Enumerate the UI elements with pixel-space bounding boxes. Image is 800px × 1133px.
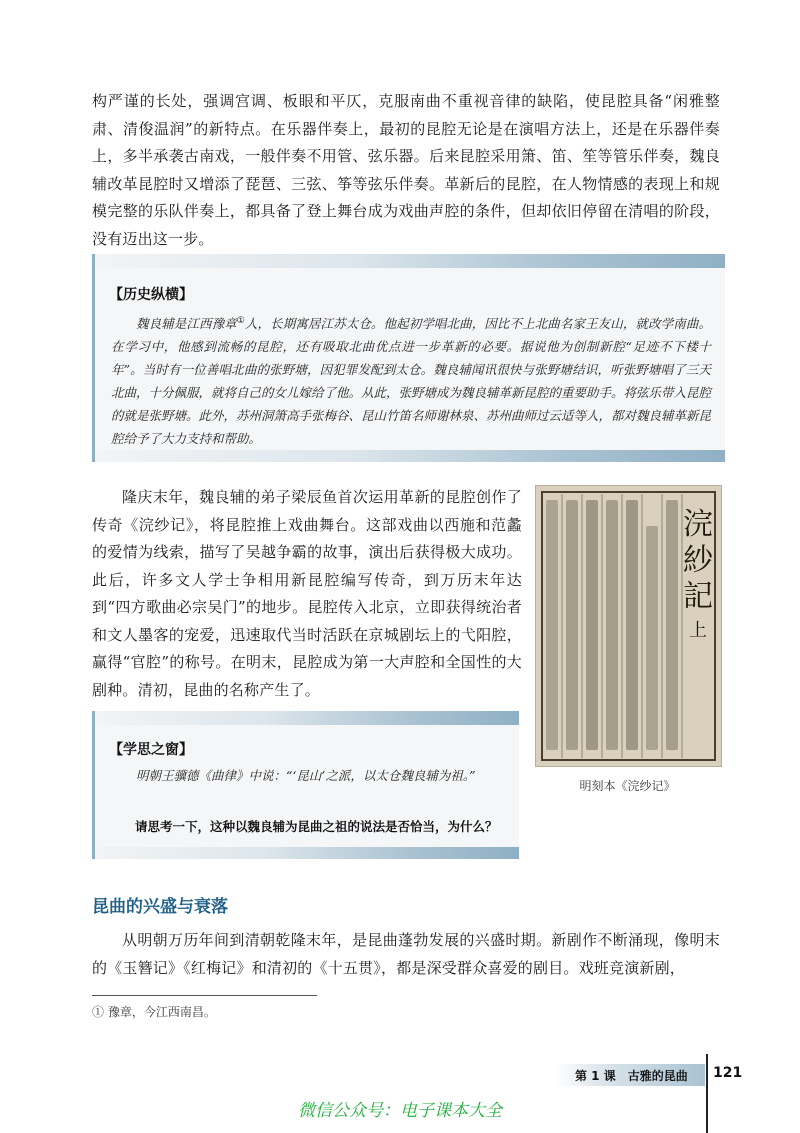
intro-paragraph: 构严谨的长处，强调宫调、板眼和平仄，克服南曲不重视音律的缺陷，使昆腔具备“闲雅整肃、清俊温润”的新特点。在乐器伴奏上，最初的昆腔无论是在演唱方法上，还是在乐器伴奏上，多半承袭古南戏，一般伴奏不用管、弦乐器。后来昆腔采用箫、笛、笙等管乐伴奏，魏良辅改革昆腔时又增添了琵琶、三弦、筝等弦乐伴奏。革新后的昆腔，在人物情感的表现上和规模完整的乐队伴奏上，都具备了登上舞台成为戏曲声腔的条件，但却依旧停留在清唱的阶段，没有迈出这一步。 (92, 92, 720, 248)
woodblock-print-image (535, 485, 722, 767)
section-paragraph: 从明朝万历年间到清朝乾隆末年，是昆曲蓬勃发展的兴盛时期。新剧作不断涌现，像明末的《玉簪记》《红梅记》和清初的《十五贯》，都是深受群众喜爱的剧目。戏班竞演新剧， (92, 931, 720, 977)
history-text-start: 魏良辅是江西豫章 (136, 316, 237, 332)
box-top-bar (95, 711, 519, 725)
box-bottom-bar (95, 450, 725, 462)
box-bottom-bar (95, 847, 519, 859)
page-number: 121 (713, 1065, 743, 1081)
book-title-char-1: 浣 (683, 507, 713, 542)
section-heading: 昆曲的兴盛与衰落 (92, 897, 228, 917)
footnote: ① 豫章，今江西南昌。 (92, 1005, 216, 1019)
think-box-question: 请思考一下，这种以魏良辅为昆曲之祖的说法是否恰当，为什么？ (135, 819, 498, 834)
footer-vertical-rule (706, 1054, 708, 1133)
woodblock-print-svg (536, 486, 721, 766)
history-box-title: 【历史纵横】 (109, 287, 193, 303)
footnote-marker[interactable]: ① (236, 316, 245, 326)
history-box-text (111, 310, 711, 450)
longqing-paragraph: 隆庆末年，魏良辅的弟子梁辰鱼首次运用革新的昆腔创作了传奇《浣纱记》，将昆腔推上戏曲舞台。这部戏曲以西施和范蠡的爱情为线索，描写了吴越争霸的故事，演出后获得极大成功。此后，许多文人学士争相用新昆腔编写传奇，到万历末年达到“四方歌曲必宗吴门”的地步。昆腔传入北京，立即获得统治者和文人墨客的宠爱，迅速取代当时活跃在京城剧坛上的弋阳腔，赢得“官腔”的称号。在明末，昆腔成为第一大声腔和全国性的大剧种。清初，昆曲的名称产生了。 (92, 488, 522, 699)
book-volume-mark: 上 (689, 620, 707, 641)
think-window-box (92, 711, 519, 859)
book-title-char-2: 紗 (683, 543, 713, 578)
history-text-rest: 人，长期寓居江苏太仓。他起初学唱北曲，因比不上北曲名家王友山，就改学南曲。在学习中，他感到流畅的昆腔，还有吸取北曲优点进一步革新的必要。据说他为创制新腔“足迹不下楼十年”。当时有一位善唱北曲的张野塘，因犯罪发配到太仓。魏良辅闻讯很快与张野塘结识，听张野塘唱了三天北曲，十分佩服，就将自己的女儿嫁给了他。从此，张野塘成为魏良辅革新昆腔的重要助手。将弦乐带入昆腔的就是张野塘。此外，苏州洞箫高手张梅谷、昆山竹笛名师谢林泉、苏州曲师过云适等人，都对魏良辅革新昆腔给予了大力支持和帮助。 (111, 316, 712, 447)
box-top-bar (95, 254, 725, 268)
history-sidebar-box (92, 254, 725, 462)
image-caption: 明刻本《浣纱记》 (579, 779, 676, 793)
footnote-divider (92, 995, 317, 996)
watermark-text: 微信公众号：电子课本大全 (298, 1101, 502, 1121)
footer-lesson-title: 第 1 课 古雅的昆曲 (575, 1069, 688, 1083)
book-title-char-3: 記 (683, 579, 713, 614)
think-box-quote: 明朝王骥德《曲律》中说：“‘昆山’之派，以太仓魏良辅为祖。” (136, 768, 476, 783)
think-box-title: 【学思之窗】 (109, 742, 193, 758)
